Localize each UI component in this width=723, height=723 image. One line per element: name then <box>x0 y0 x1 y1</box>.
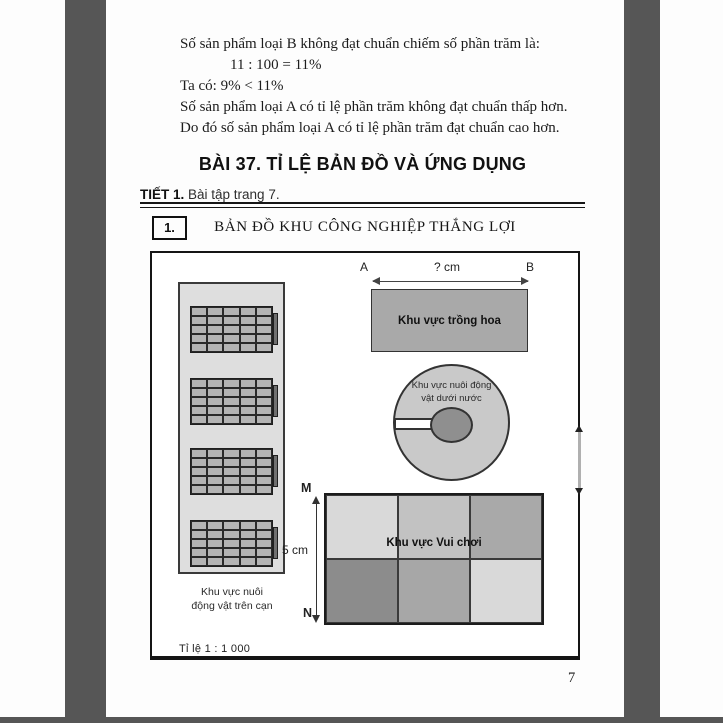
pen-cell <box>256 530 272 539</box>
pen-cell <box>240 530 256 539</box>
flower-area-label: Khu vực trồng hoa <box>398 314 501 327</box>
pen-cell <box>240 388 256 397</box>
pen-cell <box>223 334 239 343</box>
pen-cell <box>240 334 256 343</box>
pen-cell <box>256 388 272 397</box>
playground-label: Khu vực Vui chơi <box>386 537 482 549</box>
pen-cell <box>256 539 272 548</box>
arrow-down-icon <box>312 615 320 623</box>
pen-cell <box>191 316 207 325</box>
pen-cell <box>207 379 223 388</box>
figure-title: BẢN ĐỒ KHU CÔNG NGHIỆP THẮNG LỢI <box>214 219 516 235</box>
right-edge-measure-arrow <box>578 431 581 489</box>
pen-cell <box>256 307 272 316</box>
arrow-left-icon <box>372 277 380 285</box>
exercise-number-box: 1. <box>152 216 187 240</box>
pen-cell <box>256 458 272 467</box>
water-animal-label-line1: Khu vực nuôi động <box>411 380 492 391</box>
map-figure <box>150 251 580 660</box>
pen-cell <box>223 458 239 467</box>
pen-cell <box>207 343 223 352</box>
pen-cell <box>240 557 256 566</box>
solution-text <box>180 34 600 139</box>
playground-cell <box>470 559 542 623</box>
pen-cell <box>191 325 207 334</box>
pen-cell <box>223 449 239 458</box>
pen-cell <box>191 530 207 539</box>
pen-cell <box>223 307 239 316</box>
pen-cell <box>240 325 256 334</box>
pen-cell <box>191 521 207 530</box>
pen-cell <box>256 415 272 424</box>
pen-cell <box>256 548 272 557</box>
arrow-up-icon <box>312 496 320 504</box>
solution-line: Số sản phẩm loại A có tỉ lệ phần trăm không đạt chuẩn thấp hơn. <box>180 99 568 115</box>
section-text: Bài tập trang 7. <box>184 187 280 202</box>
pen-cell <box>240 548 256 557</box>
land-animal-label <box>157 585 307 613</box>
section-label: TIẾT 1. <box>140 187 185 202</box>
pen-cell <box>256 397 272 406</box>
water-animal-label-line2: vật dưới nước <box>421 393 482 405</box>
solution-line: Số sản phẩm loại B không đạt chuẩn chiếm số phần trăm là: <box>180 36 540 52</box>
pen-cell <box>240 307 256 316</box>
pen-cell <box>191 397 207 406</box>
animal-pen-grid <box>190 448 273 495</box>
playground-cell <box>326 559 398 623</box>
pen-cell <box>256 343 272 352</box>
pen-cell <box>191 485 207 494</box>
pen-cell <box>256 449 272 458</box>
pen-cell <box>256 467 272 476</box>
pen-cell <box>191 557 207 566</box>
solution-line: Ta có: 9% < 11% <box>180 78 284 94</box>
pen-cell <box>207 316 223 325</box>
pen-cell <box>223 548 239 557</box>
book-edge-left <box>65 0 106 717</box>
flower-area <box>371 289 528 352</box>
pen-cell <box>240 458 256 467</box>
pen-cell <box>240 379 256 388</box>
side-measure-value: 5 cm <box>282 543 309 557</box>
pen-cell <box>207 449 223 458</box>
pen-cell <box>240 476 256 485</box>
pen-cell <box>223 379 239 388</box>
pen-cell <box>240 316 256 325</box>
lesson-heading: BÀI 37. TỈ LỆ BẢN ĐỒ VÀ ỨNG DỤNG <box>198 154 527 174</box>
pen-gate <box>273 527 278 559</box>
pen-cell <box>223 521 239 530</box>
pen-cell <box>223 476 239 485</box>
pen-cell <box>191 307 207 316</box>
solution-line: Do đó số sản phẩm loại A có tỉ lệ phần trăm đạt chuẩn cao hơn. <box>180 120 560 136</box>
pen-cell <box>256 521 272 530</box>
pen-cell <box>223 397 239 406</box>
playground-grid <box>324 493 544 625</box>
pen-cell <box>223 406 239 415</box>
pen-cell <box>256 316 272 325</box>
pen-cell <box>207 307 223 316</box>
solution-calculation: 11 : 100 = 11% <box>230 57 322 73</box>
point-b-label: B <box>525 260 534 274</box>
pen-gate <box>273 385 278 417</box>
arrow-down-icon <box>575 488 583 495</box>
pen-cell <box>256 476 272 485</box>
playground-cell <box>470 495 542 559</box>
animal-pen-grid <box>190 520 273 567</box>
arrow-up-icon <box>575 425 583 432</box>
pen-cell <box>240 485 256 494</box>
top-measure <box>360 260 534 274</box>
double-rule <box>140 202 585 208</box>
pen-cell <box>256 557 272 566</box>
pen-cell <box>256 325 272 334</box>
pen-cell <box>256 485 272 494</box>
pen-cell <box>223 325 239 334</box>
pen-gate <box>273 455 278 487</box>
pen-cell <box>223 539 239 548</box>
pen-cell <box>191 415 207 424</box>
pen-cell <box>207 397 223 406</box>
pen-cell <box>240 449 256 458</box>
book-edge-bottom <box>0 717 723 723</box>
playground-cell <box>398 495 470 559</box>
pen-cell <box>256 334 272 343</box>
pen-cell <box>223 415 239 424</box>
pen-gate <box>273 313 278 345</box>
point-m-label: M <box>301 481 312 495</box>
top-measure-value: ? cm <box>433 260 460 274</box>
pen-cell <box>191 476 207 485</box>
pen-cell <box>191 343 207 352</box>
land-animal-label-line2: động vật trên cạn <box>191 600 273 613</box>
pen-cell <box>207 334 223 343</box>
pen-cell <box>207 388 223 397</box>
pen-cell <box>223 467 239 476</box>
pen-cell <box>223 557 239 566</box>
pen-cell <box>207 485 223 494</box>
pen-cell <box>207 539 223 548</box>
pen-cell <box>240 415 256 424</box>
pen-cell <box>240 406 256 415</box>
pen-cell <box>207 476 223 485</box>
map-scale-note: Tỉ lệ 1 : 1 000 <box>179 643 251 655</box>
pen-cell <box>240 467 256 476</box>
playground-cell <box>326 495 398 559</box>
pen-cell <box>240 521 256 530</box>
land-animal-label-line1: Khu vực nuôi <box>201 586 263 598</box>
animal-pen-grid <box>190 306 273 353</box>
pen-cell <box>223 388 239 397</box>
pen-cell <box>223 485 239 494</box>
pen-cell <box>207 548 223 557</box>
water-island <box>430 407 473 443</box>
pen-cell <box>223 530 239 539</box>
pen-cell <box>207 325 223 334</box>
pen-cell <box>207 557 223 566</box>
pen-cell <box>207 415 223 424</box>
book-edge-right <box>624 0 660 717</box>
pen-cell <box>191 467 207 476</box>
pen-cell <box>207 530 223 539</box>
top-measure-arrow <box>373 281 528 282</box>
pen-cell <box>240 539 256 548</box>
pen-cell <box>256 406 272 415</box>
pen-cell <box>191 334 207 343</box>
playground-cell <box>398 559 470 623</box>
pen-cell <box>207 458 223 467</box>
pen-cell <box>191 406 207 415</box>
page-number: 7 <box>568 670 576 686</box>
point-n-label: N <box>303 606 313 620</box>
point-a-label: A <box>360 260 369 274</box>
side-measure-arrow <box>316 498 317 621</box>
pen-cell <box>191 539 207 548</box>
pen-cell <box>256 379 272 388</box>
section-row <box>140 187 585 202</box>
arrow-right-icon <box>521 277 529 285</box>
pen-cell <box>240 343 256 352</box>
pen-cell <box>207 521 223 530</box>
pen-cell <box>207 406 223 415</box>
pen-cell <box>191 458 207 467</box>
pen-cell <box>191 449 207 458</box>
pen-cell <box>191 548 207 557</box>
pen-cell <box>223 343 239 352</box>
pen-cell <box>207 467 223 476</box>
pen-cell <box>223 316 239 325</box>
land-animal-area <box>178 282 285 574</box>
pen-cell <box>191 388 207 397</box>
water-animal-label <box>395 379 508 406</box>
pen-cell <box>240 397 256 406</box>
pen-cell <box>191 379 207 388</box>
animal-pen-grid <box>190 378 273 425</box>
